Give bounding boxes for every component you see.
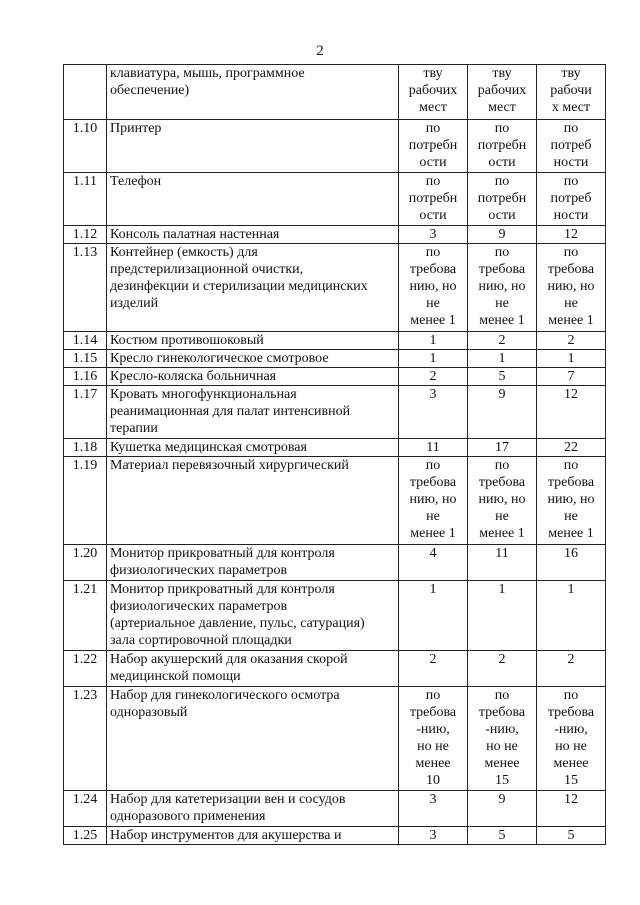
quantity-line: 17 [495, 440, 509, 455]
quantity-line: по [494, 245, 510, 260]
quantity-line: 12 [564, 227, 578, 242]
quantity-line: 2 [429, 652, 437, 667]
item-name-line: Набор для катетеризации вен и сосудов [110, 792, 346, 807]
item-name [107, 173, 399, 226]
quantity-line: 1 [498, 351, 506, 366]
quantity-line: 22 [564, 440, 578, 455]
quantity-line: требова [547, 475, 595, 490]
item-name [107, 439, 399, 457]
quantity-line: 1 [429, 351, 437, 366]
item-name [107, 226, 399, 244]
row-number: 1.15 [64, 350, 107, 368]
quantity-line: мест [419, 100, 447, 115]
quantity-line: ости [419, 208, 447, 223]
item-name [107, 545, 399, 581]
item-name-line: реанимационная для палат интенсивной [110, 404, 351, 419]
quantity-line: по [494, 458, 510, 473]
quantity-col-3 [537, 368, 606, 386]
item-name-line: одноразового применения [110, 809, 266, 824]
quantity-line: 12 [564, 792, 578, 807]
quantity-line: 11 [426, 440, 440, 455]
quantity-line: 2 [429, 369, 437, 384]
quantity-line: рабочих [408, 83, 458, 98]
item-name [107, 386, 399, 439]
quantity-col-1 [399, 439, 468, 457]
quantity-col-1 [399, 120, 468, 173]
quantity-col-3 [537, 65, 606, 120]
quantity-line: рабочи [550, 83, 592, 98]
row-number: 1.21 [64, 581, 107, 651]
quantity-col-2 [468, 439, 537, 457]
quantity-line: по [563, 174, 579, 189]
quantity-col-3 [537, 226, 606, 244]
quantity-line: 3 [429, 792, 437, 807]
quantity-col-2 [468, 173, 537, 226]
quantity-col-3 [537, 545, 606, 581]
quantity-line: не [495, 296, 509, 311]
item-name-line: (артериальное давление, пульс, сатурация) [110, 616, 365, 631]
quantity-col-3 [537, 386, 606, 439]
quantity-line: 1 [429, 333, 437, 348]
quantity-line: 15 [564, 773, 578, 788]
table-row [64, 386, 606, 439]
quantity-line: рабочих [477, 83, 527, 98]
row-number: 1.22 [64, 651, 107, 687]
quantity-col-3 [537, 244, 606, 332]
quantity-col-3 [537, 687, 606, 791]
quantity-line: тву [423, 66, 443, 81]
quantity-col-1 [399, 687, 468, 791]
quantity-line: 1 [567, 582, 575, 597]
table-row [64, 173, 606, 226]
item-name-line: Монитор прикроватный для контроля [110, 546, 335, 561]
item-name [107, 687, 399, 791]
quantity-line: 2 [567, 333, 575, 348]
item-name-line: Кресло гинекологическое смотровое [110, 351, 329, 366]
quantity-col-1 [399, 332, 468, 350]
quantity-line: по [425, 174, 441, 189]
quantity-line: по [494, 121, 510, 136]
quantity-line: -нию, [554, 722, 588, 737]
quantity-line: менее [415, 756, 451, 771]
quantity-col-2 [468, 226, 537, 244]
item-name [107, 350, 399, 368]
quantity-col-1 [399, 65, 468, 120]
quantity-line: 15 [495, 773, 509, 788]
row-number: 1.18 [64, 439, 107, 457]
quantity-line: 9 [498, 227, 506, 242]
item-name-line: предстерилизационной очистки, [110, 262, 304, 277]
quantity-line: не [426, 509, 440, 524]
quantity-col-1 [399, 244, 468, 332]
quantity-line: потребн [477, 138, 527, 153]
quantity-col-1 [399, 581, 468, 651]
quantity-line: требова [409, 262, 457, 277]
quantity-line: потребн [408, 191, 458, 206]
quantity-line: требова [547, 262, 595, 277]
quantity-col-3 [537, 439, 606, 457]
quantity-line: не [564, 509, 578, 524]
row-number: 1.20 [64, 545, 107, 581]
quantity-line: -нию, [416, 722, 450, 737]
quantity-col-3 [537, 120, 606, 173]
item-name-line: Кресло-коляска больничная [110, 369, 277, 384]
quantity-line: потребн [477, 191, 527, 206]
item-name-line: Кушетка медицинская смотровая [110, 440, 307, 455]
table-row [64, 244, 606, 332]
quantity-line: ости [488, 155, 516, 170]
quantity-line: менее 1 [410, 526, 456, 541]
item-name-line: Кровать многофункциональная [110, 387, 297, 402]
quantity-col-1 [399, 226, 468, 244]
row-number: 1.10 [64, 120, 107, 173]
quantity-col-3 [537, 332, 606, 350]
item-name [107, 332, 399, 350]
item-name-line: физиологических параметров [110, 563, 288, 578]
quantity-line: менее [484, 756, 520, 771]
quantity-col-2 [468, 244, 537, 332]
quantity-line: потребн [408, 138, 458, 153]
quantity-col-3 [537, 827, 606, 845]
quantity-line: 3 [429, 828, 437, 843]
quantity-line: х мест [551, 100, 591, 115]
page-number: 2 [316, 43, 324, 59]
quantity-line: 5 [498, 369, 506, 384]
table-row [64, 581, 606, 651]
quantity-line: требова [409, 705, 457, 720]
equipment-table [63, 64, 606, 845]
item-name [107, 120, 399, 173]
quantity-line: по [425, 458, 441, 473]
quantity-line: по [494, 174, 510, 189]
item-name-line: Принтер [110, 121, 162, 136]
quantity-col-1 [399, 386, 468, 439]
quantity-col-1 [399, 827, 468, 845]
item-name-line: Контейнер (емкость) для [110, 245, 258, 260]
quantity-line: -нию, [485, 722, 519, 737]
quantity-line: ности [553, 155, 589, 170]
quantity-line: тву [492, 66, 512, 81]
row-number: 1.12 [64, 226, 107, 244]
item-name-line: Набор для гинекологического осмотра [110, 688, 340, 703]
equipment-table-body [64, 65, 606, 845]
quantity-col-2 [468, 350, 537, 368]
quantity-line: 5 [567, 828, 575, 843]
quantity-line: но не [555, 739, 587, 754]
table-row [64, 439, 606, 457]
quantity-line: менее [553, 756, 589, 771]
quantity-line: нию, но [547, 492, 595, 507]
quantity-line: требова [478, 475, 526, 490]
quantity-line: менее 1 [410, 313, 456, 328]
item-name [107, 791, 399, 827]
item-name-line: физиологических параметров [110, 599, 288, 614]
row-number: 1.17 [64, 386, 107, 439]
quantity-line: требова [478, 262, 526, 277]
quantity-col-3 [537, 457, 606, 545]
quantity-line: менее 1 [479, 526, 525, 541]
table-row [64, 65, 606, 120]
item-name [107, 244, 399, 332]
item-name-line: Набор инструментов для акушерства и [110, 828, 342, 843]
quantity-line: не [495, 509, 509, 524]
row-number: 1.19 [64, 457, 107, 545]
quantity-col-1 [399, 545, 468, 581]
quantity-col-2 [468, 545, 537, 581]
quantity-line: 12 [564, 387, 578, 402]
quantity-line: по [425, 245, 441, 260]
item-name-line: Материал перевязочный хирургический [110, 458, 349, 473]
quantity-line: требова [409, 475, 457, 490]
quantity-col-3 [537, 173, 606, 226]
quantity-col-1 [399, 791, 468, 827]
quantity-line: ости [419, 155, 447, 170]
item-name [107, 651, 399, 687]
item-name-line: Набор акушерский для оказания скорой [110, 652, 348, 667]
item-name-line: дезинфекции и стерилизации медицинских [110, 279, 368, 294]
quantity-line: 10 [426, 773, 440, 788]
quantity-line: нию, но [409, 492, 457, 507]
quantity-line: потреб [550, 191, 592, 206]
quantity-col-1 [399, 457, 468, 545]
table-row [64, 332, 606, 350]
quantity-line: 3 [429, 387, 437, 402]
row-number: 1.16 [64, 368, 107, 386]
quantity-line: менее 1 [548, 526, 594, 541]
item-name [107, 368, 399, 386]
quantity-col-2 [468, 368, 537, 386]
quantity-line: но не [486, 739, 518, 754]
quantity-col-3 [537, 791, 606, 827]
table-row [64, 120, 606, 173]
quantity-line: 1 [567, 351, 575, 366]
quantity-line: 5 [498, 828, 506, 843]
row-number [64, 65, 107, 120]
quantity-line: 4 [429, 546, 437, 561]
quantity-line: но не [417, 739, 449, 754]
quantity-col-2 [468, 651, 537, 687]
item-name-line: обеспечение) [110, 83, 190, 98]
item-name-line: Консоль палатная настенная [110, 227, 280, 242]
quantity-line: нию, но [409, 279, 457, 294]
table-row [64, 457, 606, 545]
item-name [107, 65, 399, 120]
item-name-line: медицинской помощи [110, 669, 241, 684]
quantity-col-1 [399, 651, 468, 687]
item-name-line: клавиатура, мышь, программное [110, 66, 305, 81]
quantity-col-3 [537, 350, 606, 368]
item-name [107, 457, 399, 545]
row-number: 1.11 [64, 173, 107, 226]
quantity-line: менее 1 [548, 313, 594, 328]
quantity-line: нию, но [478, 279, 526, 294]
item-name-line: Телефон [110, 174, 162, 189]
quantity-line: 1 [498, 582, 506, 597]
quantity-col-2 [468, 457, 537, 545]
item-name-line: изделий [110, 296, 159, 311]
row-number: 1.13 [64, 244, 107, 332]
table-row [64, 791, 606, 827]
quantity-line: не [426, 296, 440, 311]
quantity-line: 2 [498, 652, 506, 667]
quantity-col-2 [468, 791, 537, 827]
quantity-line: 16 [564, 546, 578, 561]
item-name [107, 827, 399, 845]
quantity-col-1 [399, 368, 468, 386]
quantity-line: требова [478, 705, 526, 720]
quantity-line: по [425, 121, 441, 136]
item-name [107, 581, 399, 651]
quantity-col-3 [537, 581, 606, 651]
quantity-line: 9 [498, 387, 506, 402]
table-row [64, 350, 606, 368]
quantity-line: ости [488, 208, 516, 223]
quantity-line: 9 [498, 792, 506, 807]
quantity-col-2 [468, 386, 537, 439]
quantity-col-2 [468, 827, 537, 845]
table-row [64, 687, 606, 791]
quantity-line: по [494, 688, 510, 703]
quantity-line: требова [547, 705, 595, 720]
quantity-line: 3 [429, 227, 437, 242]
quantity-col-1 [399, 173, 468, 226]
quantity-line: 2 [567, 652, 575, 667]
quantity-line: нию, но [547, 279, 595, 294]
quantity-line: 7 [567, 369, 575, 384]
quantity-col-2 [468, 332, 537, 350]
table-row [64, 226, 606, 244]
quantity-line: 11 [495, 546, 509, 561]
quantity-line: по [563, 245, 579, 260]
quantity-col-1 [399, 350, 468, 368]
quantity-line: менее 1 [479, 313, 525, 328]
quantity-line: по [563, 121, 579, 136]
quantity-col-2 [468, 687, 537, 791]
quantity-line: нию, но [478, 492, 526, 507]
quantity-col-3 [537, 651, 606, 687]
table-row [64, 827, 606, 845]
item-name-line: одноразовый [110, 705, 188, 720]
item-name-line: Костюм противошоковый [110, 333, 264, 348]
row-number: 1.14 [64, 332, 107, 350]
row-number: 1.23 [64, 687, 107, 791]
item-name-line: терапии [110, 421, 158, 436]
quantity-line: по [425, 688, 441, 703]
item-name-line: Монитор прикроватный для контроля [110, 582, 335, 597]
quantity-col-2 [468, 581, 537, 651]
quantity-line: тву [561, 66, 581, 81]
table-row [64, 368, 606, 386]
quantity-line: мест [488, 100, 516, 115]
quantity-line: ности [553, 208, 589, 223]
quantity-line: потреб [550, 138, 592, 153]
quantity-line: 2 [498, 333, 506, 348]
quantity-line: 1 [429, 582, 437, 597]
quantity-line: по [563, 688, 579, 703]
table-row [64, 545, 606, 581]
table-row [64, 651, 606, 687]
row-number: 1.24 [64, 791, 107, 827]
row-number: 1.25 [64, 827, 107, 845]
quantity-col-2 [468, 120, 537, 173]
item-name-line: зала сортировочной площадки [110, 633, 292, 648]
quantity-line: не [564, 296, 578, 311]
quantity-col-2 [468, 65, 537, 120]
quantity-line: по [563, 458, 579, 473]
